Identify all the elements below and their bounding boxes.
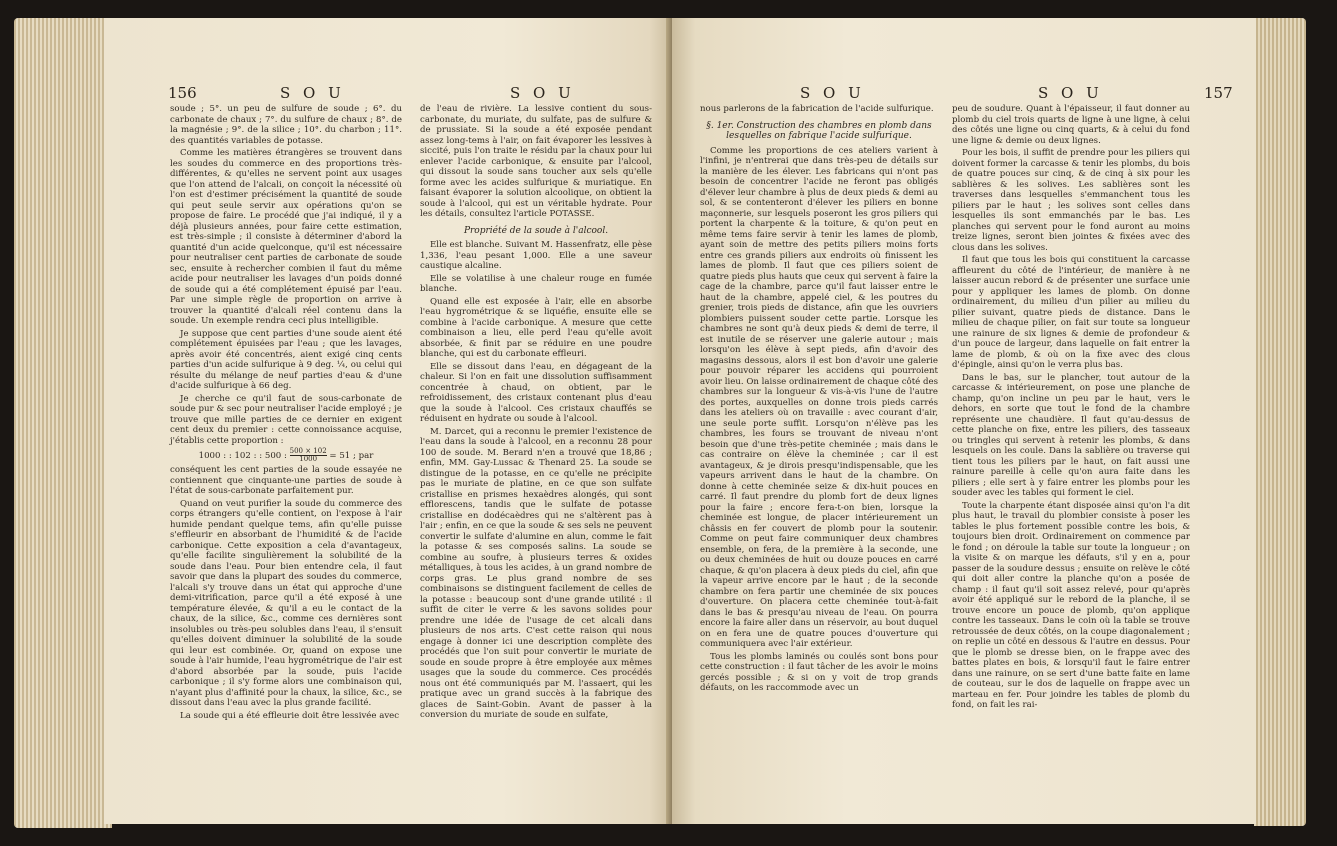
running-head-right-col2: S O U — [1038, 84, 1103, 102]
paragraph: nous parlerons de la fabrication de l'acide sulfurique. — [700, 104, 934, 114]
paragraph: Je cherche ce qu'il faut de sous-carbonate de soude pur & sec pour neutraliser l'acide employé ; je trouve que mille parties de ce dernier en exigent cent deux du premier : cette connoissance acquise, j'établis cette proportion : — [170, 393, 402, 446]
paragraph: Dans le bas, sur le plancher, tout autour de la carcasse & intérieurement, on pose une planche de champ, qu'on incline un peu par le haut, vers le dehors, en sorte que tout le fond de la chambre représente une chaudière. Il faut qu'au-dessus de cette planche on fixe, entre les piliers, des tasseaux ou tringles qui servent à retenir les plombs, & dans lesquels on les coule. Dans la sablière ou traverse qui tient tous les piliers par le haut, on fait aussi une rainure pareille à celle qu'on aura faite dans les piliers ; elle sert à y faire entrer les plombs pour les souder avec les tables qui forment le ciel. — [952, 372, 1190, 498]
proportion-formula — [170, 448, 402, 463]
paragraph: soude ; 5°. un peu de sulfure de soude ; 6°. du carbonate de chaux ; 7°. du sulfure de chaux ; 8°. de la magnésie ; 9°. de la silice ; 10°. du charbon ; 11°. des quantités variables de potasse. — [170, 104, 402, 146]
paragraph: La soude qui a été effleurie doit être lessivée avec — [180, 710, 400, 721]
left-page-edges — [14, 18, 112, 828]
paragraph: Quand elle est exposée à l'air, elle en absorbe l'eau hygrométrique & se liquéfie, ensuite elle se combine à l'acide carbonique. A mesure que cette combinaison a lieu, elle perd l'eau qu'elle avoit absorbée, & finit par se réduire en une poudre blanche, qui est du carbonate effleuri. — [420, 296, 652, 359]
section-heading: §. 1er. Construction des chambres en plomb dans lesquelles on fabrique l'acide sulfurique. — [706, 120, 932, 141]
paragraph: Je suppose que cent parties d'une soude aient été complétement épuisées par l'eau ; que les lavages, après avoir été concentrés, aient exigé cinq cents parties d'un acide sulfurique à 9 deg. ¼, ou celui qui résulte du mélange de neuf parties d'eau & d'une d'acide sulfurique à 66 deg. — [170, 328, 402, 391]
formula-rhs: = 51 ; par — [329, 451, 374, 461]
left-page-column-2 — [420, 104, 652, 723]
formula-denominator: 1000 — [299, 455, 318, 463]
running-head-left-col2: S O U — [510, 84, 575, 102]
formula-lhs: 1000 : : 102 : : 500 : — [198, 451, 287, 461]
paragraph: Elle se volatilise à une chaleur rouge en fumée blanche. — [420, 273, 652, 294]
running-head-right-col1: S O U — [800, 84, 865, 102]
running-head-left-col1: S O U — [280, 84, 345, 102]
formula-numerator: 500 × 102 — [289, 447, 327, 455]
paragraph: M. Darcet, qui a reconnu le premier l'existence de l'eau dans la soude à l'alcool, en a reconnu 28 pour 100 de soude. M. Berard n'en a trouvé que 18,86 ; enfin, MM. Gay-Lussac & Thenard 25. La soude se distingue de la potasse, en ce qu'elle ne précipite pas le muriate de platine, en ce que son sulfate cristallise en prismes hexaèdres alongés, qui sont efflorescens, tandis que le sulfate de potasse cristallise en dodécaèdres qui ne s'altèrent pas à l'air ; enfin, en ce que la soude & ses sels ne peuvent convertir le sulfate d'alumine en alun, comme le fait la potasse & ses composés salins. La soude se combine au soufre, à plusieurs terres & oxides métalliques, à tous les acides, à un grand nombre de corps gras. Le plus grand nombre de ses combinaisons se distinguent facilement de celles de la potasse : beaucoup sont d'une grande utilité : il suffit de citer le verre & les savons solides pour prendre une idée de l'usage de cet alcali dans plusieurs de nos arts. C'est cette raison qui nous engage à donner ici une description complète des procédés que l'on suit pour convertir le muriate de soude en soude propre à être employée aux mêmes usages que la soude du commerce. Ces procédés nous ont été communiqués par M. l'assaert, qui les pratique avec un grand succès à la fabrique des glaces de Saint-Gobin. Avant de passer à la conversion du muriate de soude en sulfate, — [420, 426, 652, 720]
paragraph: Elle est blanche. Suivant M. Hassenfratz, elle pèse 1,336, l'eau pesant 1,000. Elle a une saveur caustique alcaline. — [420, 240, 652, 271]
right-page-column-1 — [700, 104, 938, 696]
paragraph: Comme les proportions de ces ateliers varient à l'infini, je n'entrerai que dans très-peu de détails sur la manière de les élever. Les fabricans qui n'ont pas besoin de concentrer l'acide ne feront pas obligés d'élever leur chambre à plus de deux pieds & demi au sol, & se contenteront d'élever les piliers en bonne maçonnerie, sur lesquels poseront les gros piliers qui portent la charpente & la toiture, & qu'on peut en même tems faire servir à tenir les lames de plomb, ayant soin de mettre des petits piliers moins forts entre ces grands piliers aux endroits où finissent les lames de plomb. Il faut que ces piliers soient de quatre pieds plus hauts que ceux qui servent à faire la cage de la chambre, parce qu'il faut laisser entre le haut de la chambre, appelé ciel, & les poutres du grenier, trois pieds de distance, afin que les ouvriers plombiers puissent souder cette partie. Lorsque les chambres ne sont qu'à deux pieds & demi de terre, il est inutile de se réserver une galerie autour ; mais lorsqu'on les élève à sept pieds, afin d'avoir des magasins dessous, alors il est bon d'avoir une galerie pour pouvoir réparer les accidens qui pourroient avoir lieu. On laisse ordinairement de chaque côté des chambres sur la longueur & vis-à-vis l'une de l'autre des portes, auxquelles on donne trois pieds carrés dans les ateliers où on travaille : avec courant d'air, une seule porte suffit. Lorsqu'on n'élève pas les chambres, les fours se trouvant de niveau n'ont besoin que d'une très-petite cheminée ; mais dans le cas contraire on élève la cheminée ; car il est avantageux, & je dirois presqu'indispensable, que les vapeurs arrivent dans le haut de la chambre. On donne à cette cheminée seize & dix-huit pouces en carré. Il faut prendre du plomb fort de deux lignes pour la faire ; encore fera-t-on bien, lorsque la cheminée est longue, de placer intérieurement un châssis en fer couvert de plomb pour la soutenir. Comme on peut faire communiquer deux chambres ensemble, on fera, de la première à la seconde, une ou deux cheminées de huit ou douze pouces en carré chaque, & qu'on placera à deux pieds du ciel, afin que la vapeur arrive encore par le haut ; de la seconde chambre on fera partir une cheminée de six pouces d'ouverture. On placera cette cheminée tout-à-fait dans le bas & presqu'au niveau de l'eau. On pourra encore la faire aller dans un réservoir, au bout duquel on en fera une de quatre pouces d'ouverture qui communiquera avec l'air extérieur. — [700, 145, 938, 649]
left-page-column-1 — [170, 104, 402, 723]
paragraph: Pour les bois, il suffit de prendre pour les piliers qui doivent former la carcasse & tenir les plombs, du bois de quatre pouces sur cinq, & de cinq à six pour les sablières & les solives. Les sablières sont les traverses dans lesquelles s'emmanchent tous les piliers par le haut ; les solives sont celles dans lesquelles ils sont emmanchés par le bas. Les planches qui servent pour le fond auront au moins treize lignes, seront bien jointes & fixées avec des clous dans les solives. — [952, 148, 1190, 253]
page-number-right: 157 — [1204, 84, 1233, 102]
paragraph: de l'eau de rivière. La lessive contient du sous-carbonate, du muriate, du sulfate, pas de sulfure & de prussiate. Si la soude a été exposée pendant assez long-tems à l'air, on fait évaporer les lessives à siccité, puis l'on traite le résidu par la chaux pour lui enlever l'acide carbonique, & ensuite par l'alcool, qui dissout la soude sans toucher aux sels qu'elle forme avec les acides sulfurique & muriatique. En faisant évaporer la solution alcoolique, on obtient la soude à l'alcool, qui est un véritable hydrate. Pour les détails, consultez l'article POTASSE. — [420, 104, 652, 219]
formula-fraction — [290, 448, 327, 463]
paragraph: Il faut que tous les bois qui constituent la carcasse affleurent du côté de l'intérieur, de manière à ne laisser aucun rebord & de présenter une surface unie pour y appliquer les lames de plomb. On donne ordinairement, du milieu d'un pilier au milieu du pilier suivant, quatre pieds de distance. Dans le milieu de chaque pilier, on fait sur toute sa longueur une rainure de six lignes & demie de profondeur & d'un pouce de largeur, dans laquelle on fait entrer la lame de plomb, & où on la fixe avec des clous d'épingle, ainsi qu'on le verra plus bas. — [952, 255, 1190, 370]
left-page — [104, 18, 672, 824]
paragraph: peu de soudure. Quant à l'épaisseur, il faut donner au plomb du ciel trois quarts de ligne à une ligne, à celui des côtés une ligne ou cinq quarts, & à celui du fond une ligne & demie ou deux lignes. — [952, 104, 1190, 146]
right-page — [672, 18, 1256, 824]
paragraph: conséquent les cent parties de la soude essayée ne contiennent que cinquante-une parties de soude à l'état de sous-carbonate parfaitement pur. — [170, 465, 402, 496]
paragraph: Quand on veut purifier la soude du commerce des corps étrangers qu'elle contient, on l'expose à l'air humide pendant quelque tems, afin qu'elle puisse s'effleurir en absorbant de l'humidité & de l'acide carbonique. Cette exposition a cela d'avantageux, qu'elle facilite singulièrement la solubilité de la soude dans l'eau. Pour bien entendre cela, il faut savoir que dans la plupart des soudes du commerce, l'alcali s'y trouve dans un état qui approche d'une demi-vitrification, parce qu'il a été exposé à une température élevée, & qu'il a eu le contact de la chaux, de la silice, &c., comme ces dernières sont insolubles ou très-peu solubles dans l'eau, il s'ensuit qu'elles doivent diminuer la solubilité de la soude qui leur est combinée. Or, quand on expose une soude à l'air humide, l'eau hygrométrique de l'air est d'abord absorbée par la soude, puis l'acide carbonique ; il s'y forme alors une combinaison qui, n'ayant plus d'affinité pour la chaux, la silice, &c., se dissout dans l'eau avec la plus grande facilité. — [170, 498, 402, 708]
right-page-column-2 — [952, 104, 1190, 713]
paragraph: Toute la charpente étant disposée ainsi qu'on l'a dit plus haut, le travail du plombier consiste à poser les tables le plus fortement possible contre les bois, & toujours bien droit. Ordinairement on commence par le fond ; on déroule la table sur toute la longueur ; on la visite & on marque les défauts, s'il y en a, pour passer de la soudure dessus ; ensuite on relève le côté qui doit aller contre la planche qu'on a posée de champ : il faut qu'il soit assez relevé, pour qu'après avoir été appliqué sur le rebord de la planche, il se trouve encore un pouce de plomb, qu'on applique contre les tasseaux. Dans le coin où la table se trouve retroussée de deux côtés, on la coupe diagonalement ; on replie un côté en dessous & l'autre en dessus. Pour que le plomb se dresse bien, on le frappe avec des battes plates en bois, & lorsqu'il faut le faire entrer dans une rainure, on se sert d'une batte faite en lame de couteau, sur le dos de laquelle on frappe avec un marteau en fer. Pour joindre les tables de plomb du fond, on fait les rai- — [952, 500, 1190, 710]
section-heading: Propriété de la soude à l'alcool. — [463, 225, 609, 236]
paragraph: Elle se dissout dans l'eau, en dégageant de la chaleur. Si l'on en fait une dissolution suffisamment concentrée à chaud, on obtient, par le refroidissement, des cristaux contenant plus d'eau que la soude à l'alcool. Ces cristaux chauffés se réduisent en hydrate ou soude à l'alcool. — [420, 361, 652, 424]
page-number-left: 156 — [168, 84, 197, 102]
paragraph: Tous les plombs laminés ou coulés sont bons pour cette construction : il faut tâcher de les avoir le moins gercés possible ; & si on y voit de trop grands défauts, on les raccommode avec un — [700, 651, 938, 693]
paragraph: Comme les matières étrangères se trouvent dans les soudes du commerce en des proportions très-différentes, & qu'elles ne servent point aux usages que l'on attend de l'alcali, on conçoit la nécessité où l'on est d'estimer précisément la quantité de soude qui peut seule servir aux opérations qu'on se propose de faire. Le procédé que j'ai indiqué, il y a déjà plusieurs années, pour faire cette estimation, est très-simple ; il consiste à déterminer d'abord la quantité d'un acide quelconque, qu'il est nécessaire pour neutraliser cent parties de carbonate de soude sec, ensuite à rechercher combien il faut du même acide pour neutraliser les lavages d'un poids donné de soude qui a été complétement épuisé par l'eau. Par une simple règle de proportion on arrive à trouver la quantité d'alcali réel contenu dans la soude. Un exemple rendra ceci plus intelligible. — [170, 148, 402, 326]
right-page-edges — [1254, 18, 1306, 826]
